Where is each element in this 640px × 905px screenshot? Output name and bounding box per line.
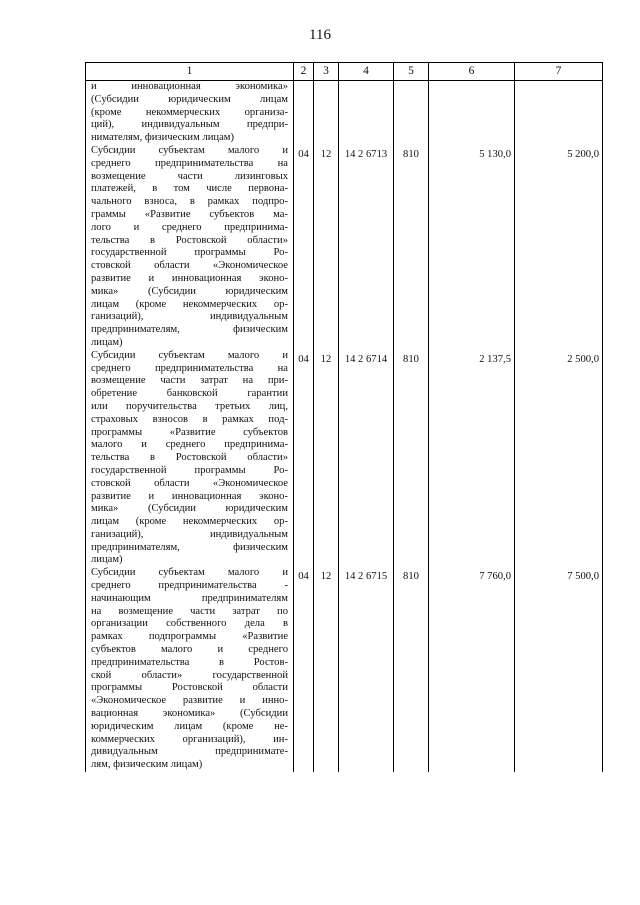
description-line: лям, физическим лицам): [91, 759, 203, 771]
description-line: возмещение части затрат на при-: [91, 375, 288, 387]
description-line: предпринимательства в Ростов-: [91, 656, 288, 668]
col-header-6: 6: [429, 63, 515, 81]
amount-year-2: 7 500,0: [515, 567, 603, 772]
description-line: программы Ростовской области: [91, 682, 288, 694]
description-line: начинающим предпринимателям: [91, 592, 288, 604]
description-line: мика» (Субсидии юридическим: [91, 503, 288, 515]
table-row: [86, 81, 603, 145]
expense-type-code: [394, 81, 429, 145]
description-line: организации собственного дела в: [91, 618, 288, 630]
description-line: стовской области «Экономическое: [91, 260, 288, 272]
description-line: среднего предпринимательства -: [91, 580, 288, 592]
description-line: среднего предпринимательства на: [91, 362, 288, 374]
page-number: 116: [309, 27, 331, 43]
description-line: лицам (кроме некоммерческих ор-: [91, 516, 288, 528]
description-line: граммы «Развитие субъектов ма-: [91, 208, 288, 220]
subsection-code: 12: [314, 350, 339, 568]
amount-year-2: 5 200,0: [515, 145, 603, 350]
description-line: (кроме некоммерческих организа-: [91, 106, 288, 118]
description-line: государственной программы Ро-: [91, 247, 288, 259]
description-line: вационная экономика» (Субсидии: [91, 708, 288, 720]
description-line: среднего предпринимательства на: [91, 157, 288, 169]
description-line: чального взноса, в рамках подпро-: [91, 196, 288, 208]
description-line: обретение банковской гарантии: [91, 388, 288, 400]
col-header-7: 7: [515, 63, 603, 81]
description-line: нимателям, физическим лицам): [91, 132, 235, 144]
description-line: лицам): [91, 336, 123, 348]
target-article-code: [339, 81, 394, 145]
description-line: страховых взносов в рамках под-: [91, 413, 288, 425]
subsection-code: 12: [314, 145, 339, 350]
description-line: Субсидии субъектам малого и: [91, 144, 288, 156]
description-line: юридическим лицам (кроме не-: [91, 720, 288, 732]
description-line: стовской области «Экономическое: [91, 477, 288, 489]
description-line: коммерческих организаций), ин-: [91, 733, 288, 745]
section-code: 04: [294, 145, 314, 350]
row-description: [86, 81, 294, 145]
description-line: возмещение части лизинговых: [91, 170, 288, 182]
description-line: ганизаций), индивидуальным: [91, 528, 288, 540]
target-article-code: 14 2 6714: [339, 350, 394, 568]
description-line: предпринимателям, физическим: [91, 324, 288, 336]
description-line: ций), индивидуальным предпри-: [91, 119, 288, 131]
col-header-3: 3: [314, 63, 339, 81]
section-code: 04: [294, 350, 314, 568]
amount-year-2: [515, 81, 603, 145]
amount-year-1: 7 760,0: [429, 567, 515, 772]
col-header-5: 5: [394, 63, 429, 81]
description-line: мика» (Субсидии юридическим: [91, 285, 288, 297]
target-article-code: 14 2 6713: [339, 145, 394, 350]
description-line: государственной программы Ро-: [91, 464, 288, 476]
amount-year-2: 2 500,0: [515, 350, 603, 568]
expense-type-code: 810: [394, 350, 429, 568]
row-description: [86, 567, 294, 772]
description-line: программы «Развитие субъектов: [91, 426, 288, 438]
description-line: рамках подпрограммы «Развитие: [91, 631, 288, 643]
description-line: малого и среднего предпринима-: [91, 439, 288, 451]
row-description: [86, 145, 294, 350]
subsection-code: [314, 81, 339, 145]
table-row: [86, 567, 603, 772]
expense-type-code: 810: [394, 567, 429, 772]
description-line: лого и среднего предпринима-: [91, 221, 288, 233]
description-line: платежей, в том числе первона-: [91, 183, 288, 195]
budget-table: [85, 62, 603, 772]
description-line: лицам): [91, 554, 123, 566]
description-line: (Субсидии юридическим лицам: [91, 93, 288, 105]
amount-year-1: 5 130,0: [429, 145, 515, 350]
description-line: на возмещение части затрат по: [91, 605, 288, 617]
description-line: «Экономическое развитие и инно-: [91, 695, 288, 707]
description-line: развитие и инновационная эконо-: [91, 272, 288, 284]
description-line: предпринимателям, физическим: [91, 541, 288, 553]
section-code: [294, 81, 314, 145]
row-description: [86, 350, 294, 568]
amount-year-1: 2 137,5: [429, 350, 515, 568]
description-line: субъектов малого и среднего: [91, 644, 288, 656]
description-line: тельства в Ростовской области»: [91, 452, 288, 464]
table-row: [86, 145, 603, 350]
description-line: развитие и инновационная эконо-: [91, 490, 288, 502]
col-header-4: 4: [339, 63, 394, 81]
description-line: ской области» государственной: [91, 669, 288, 681]
description-line: и инновационная экономика»: [91, 81, 288, 92]
description-line: Субсидии субъектам малого и: [91, 567, 288, 579]
description-line: тельства в Ростовской области»: [91, 234, 288, 246]
expense-type-code: 810: [394, 145, 429, 350]
section-code: 04: [294, 567, 314, 772]
description-line: ганизаций), индивидуальным: [91, 311, 288, 323]
description-line: или поручительства третьих лиц,: [91, 400, 288, 412]
col-header-2: 2: [294, 63, 314, 81]
col-header-1: 1: [86, 63, 294, 81]
description-line: дивидуальным предпринимате-: [91, 746, 288, 758]
header-row: [86, 63, 603, 81]
subsection-code: 12: [314, 567, 339, 772]
description-line: Субсидии субъектам малого и: [91, 349, 288, 361]
table-row: [86, 350, 603, 568]
target-article-code: 14 2 6715: [339, 567, 394, 772]
description-line: лицам (кроме некоммерческих ор-: [91, 298, 288, 310]
amount-year-1: [429, 81, 515, 145]
